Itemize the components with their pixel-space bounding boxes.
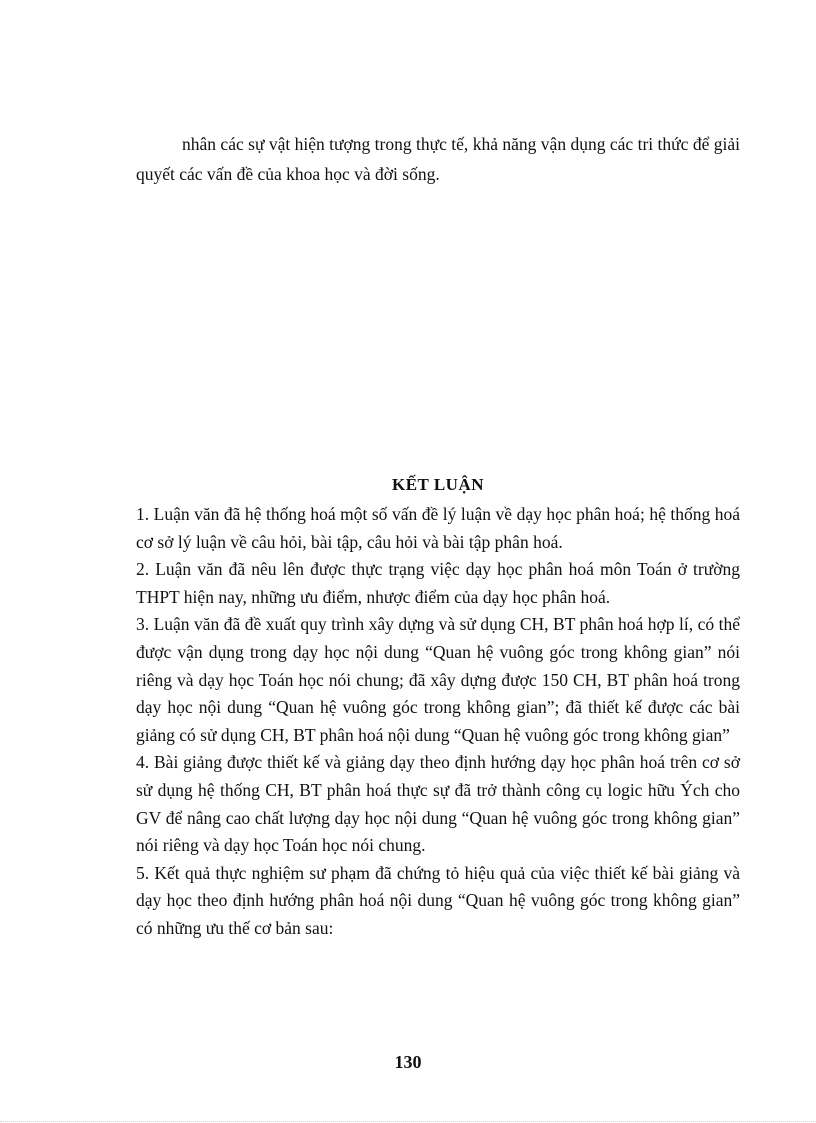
conclusion-item-4: 4. Bài giảng được thiết kế và giảng dạy theo định hướng dạy học phân hoá trên cơ sở sử dụng hệ thống CH, BT phân hoá thực sự đã trở thành công cụ logic hữu Ých cho GV để nâng cao chất lượng dạy học nội dung “Quan hệ vuông góc trong không gian” nói riêng và dạy học Toán học nói chung. <box>136 752 740 856</box>
intro-paragraph: nhân các sự vật hiện tượng trong thực tế, khả năng vận dụng các tri thức để giải quyết các vấn đề của khoa học và đời sống. <box>136 134 740 184</box>
conclusion-item-2: 2. Luận văn đã nêu lên được thực trạng việc dạy học phân hoá môn Toán ở trường THPT hiện nay, những ưu điểm, nhược điểm của dạy học phân hoá. <box>136 559 740 607</box>
page-bottom-divider <box>0 1121 816 1122</box>
conclusion-heading: KẾT LUẬN <box>391 475 484 494</box>
page-number: 130 <box>394 1052 422 1072</box>
conclusion-item-3: 3. Luận văn đã đề xuất quy trình xây dựng và sử dụng CH, BT phân hoá hợp lí, có thể được vận dụng trong dạy học nội dung “Quan hệ vuông góc trong không gian” nói riêng và dạy học Toán học nói chung; đã xây dựng được 150 CH, BT phân hoá trong dạy học nội dung “Quan hệ vuông góc trong không gian”; đã thiết kế được các bài giảng có sử dụng CH, BT phân hoá nội dung “Quan hệ vuông góc trong không gian” <box>136 614 740 745</box>
conclusion-item-1: 1. Luận văn đã hệ thống hoá một số vấn đề lý luận về dạy học phân hoá; hệ thống hoá cơ sở lý luận về câu hỏi, bài tập, câu hỏi và bài tập phân hoá. <box>136 504 740 552</box>
conclusion-list <box>136 501 740 943</box>
conclusion-item-5: 5. Kết quả thực nghiệm sư phạm đã chứng tỏ hiệu quả của việc thiết kế bài giảng và dạy học theo định hướng phân hoá nội dung “Quan hệ vuông góc trong không gian” có những ưu thế cơ bản sau: <box>136 862 740 938</box>
